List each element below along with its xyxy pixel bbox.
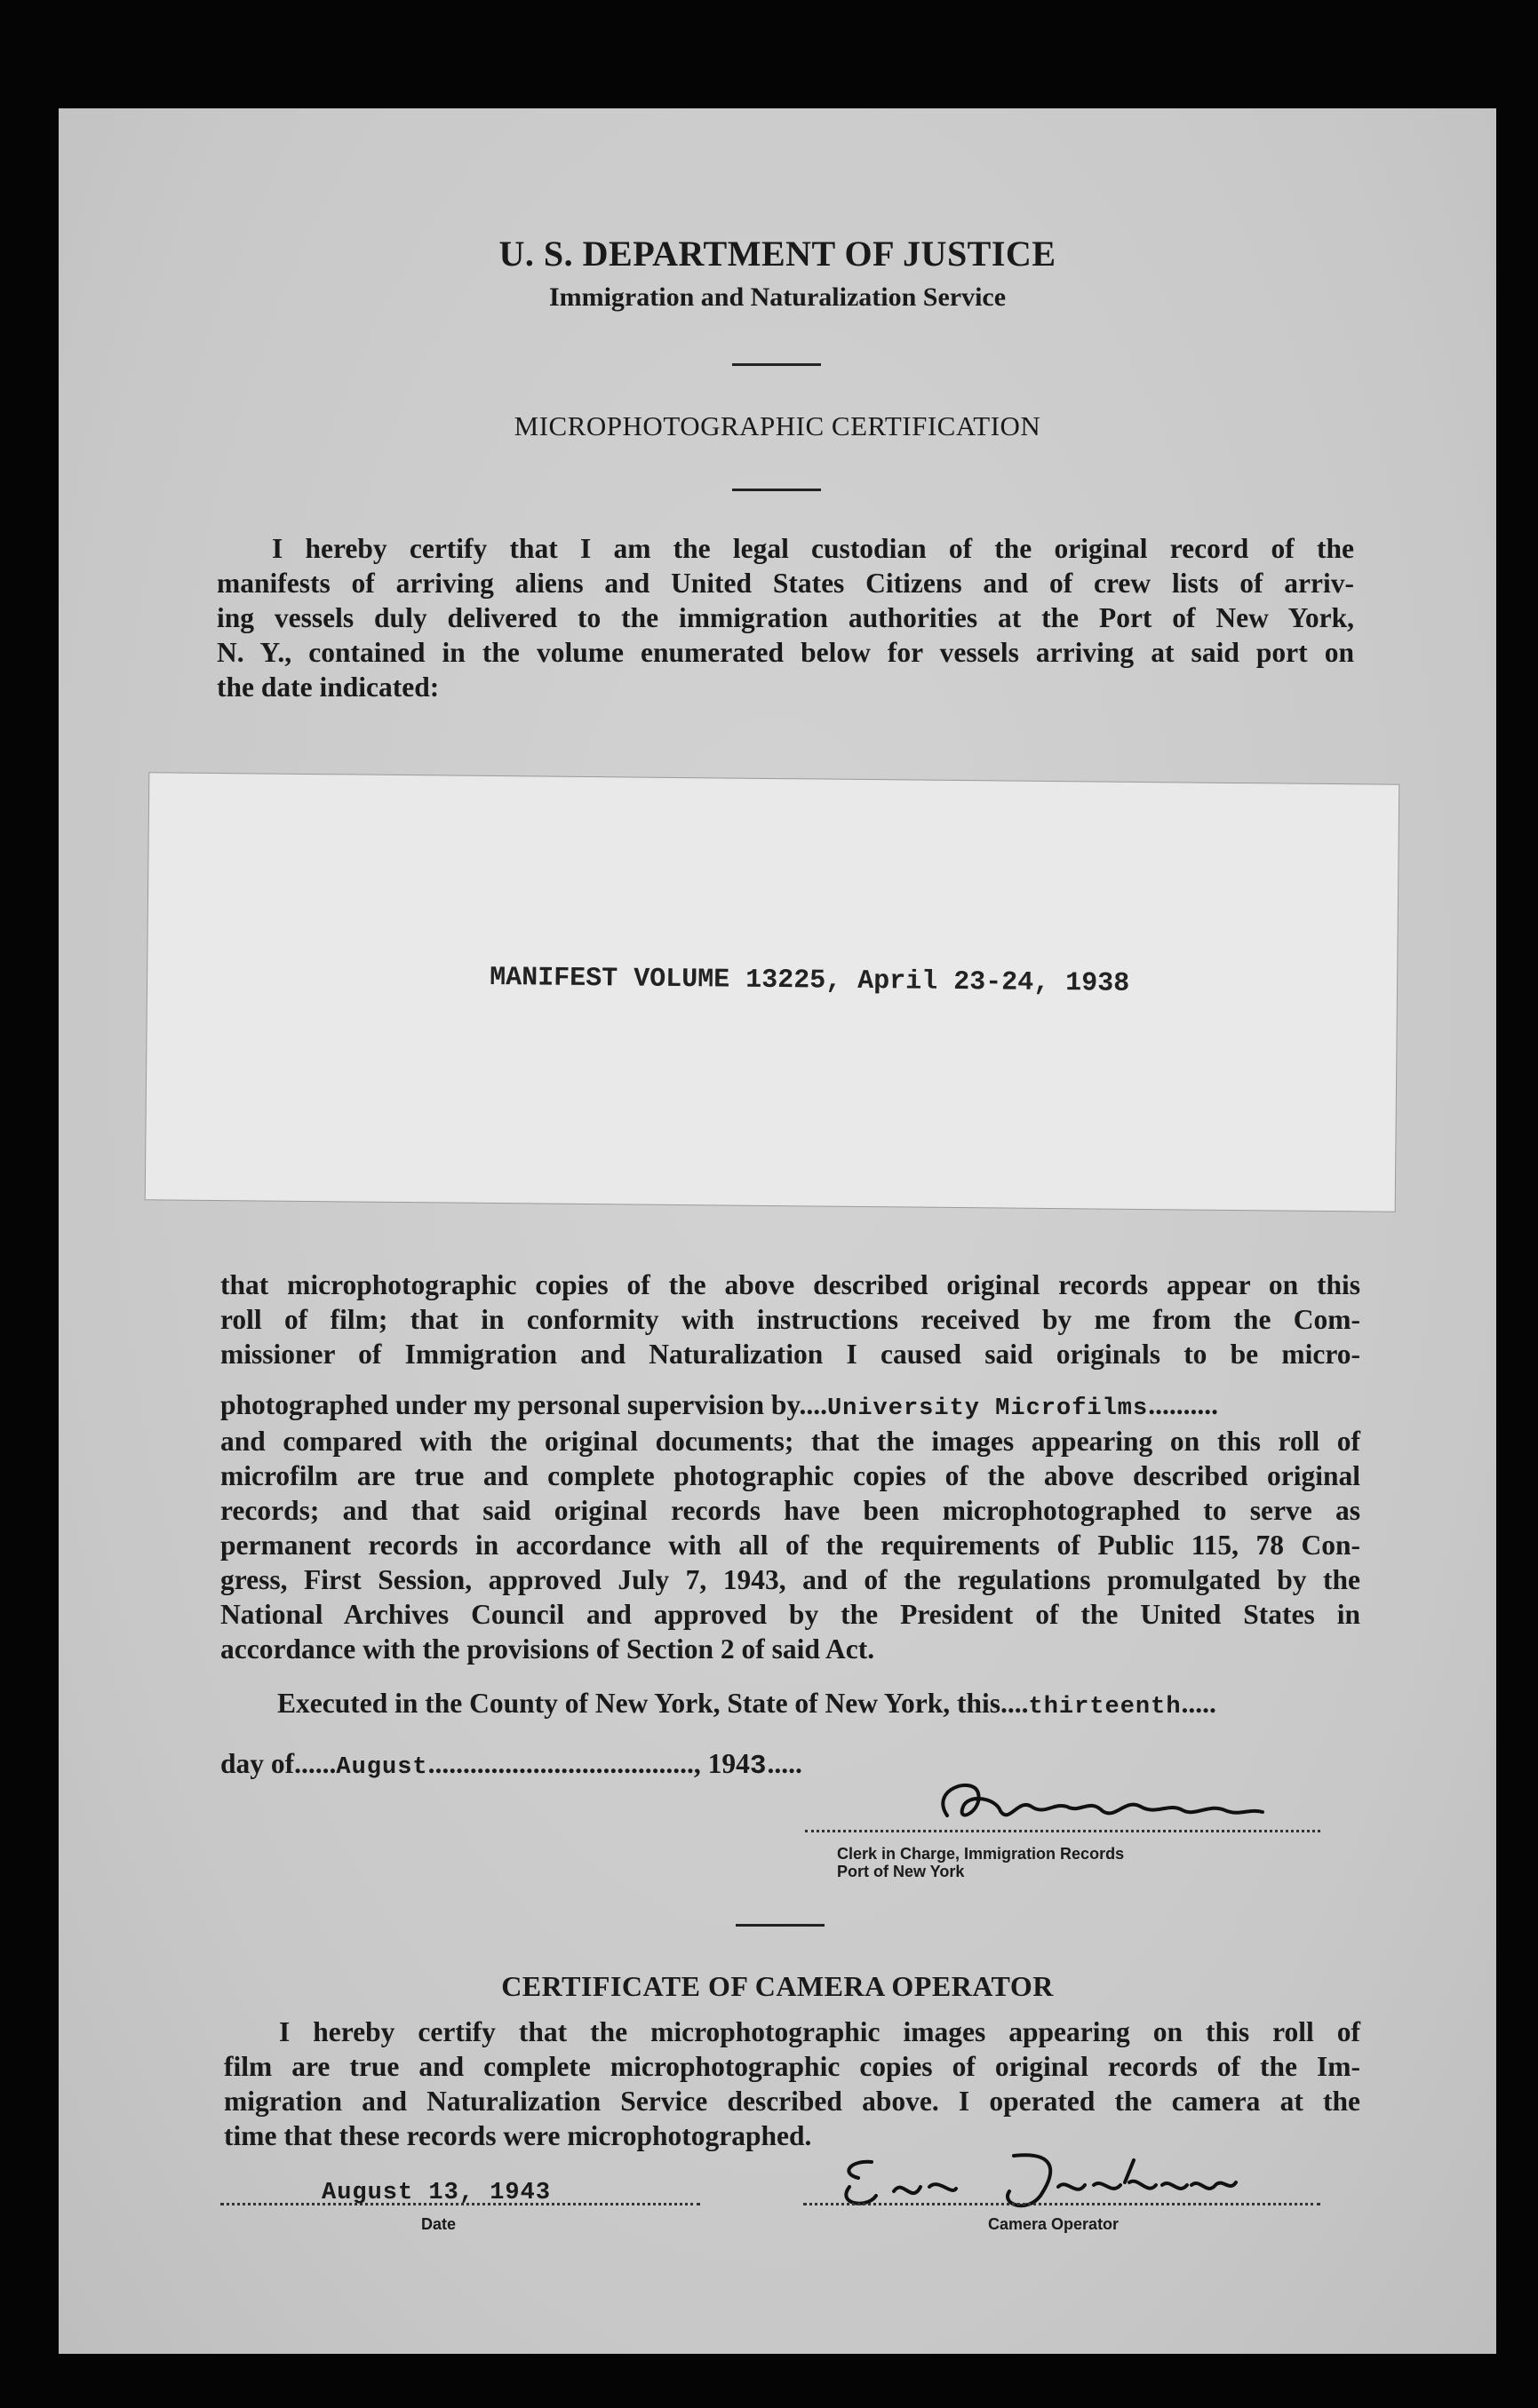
month-value: August (336, 1754, 428, 1781)
text-line: migration and Naturalization Service described above. I operated the camera at the (224, 2086, 1360, 2117)
service-subheading: Immigration and Naturalization Service (548, 282, 1007, 312)
text-line: I hereby certify that the microphotographic images appearing on this roll of (279, 2016, 1360, 2047)
photographed-prefix: photographed under my personal supervision by.... (220, 1389, 827, 1420)
operator-signature (832, 2142, 1240, 2222)
text-line: microfilm are true and complete photographic copies of the above described original (220, 1460, 1360, 1491)
text-line: National Archives Council and approved by the President of the United States in (220, 1599, 1360, 1630)
executed-line (277, 1688, 1216, 1721)
clerk-title (837, 1845, 1124, 1880)
text-line: permanent records in accordance with all of the requirements of Public 115, 78 Con- (220, 1530, 1360, 1561)
text-line: records; and that said original records have been microphotographed to serve as (220, 1495, 1360, 1526)
operator-signature-line (803, 2203, 1320, 2205)
divider (732, 363, 821, 366)
body-paragraph-a (220, 1268, 1360, 1371)
divider (736, 1924, 825, 1927)
divider (732, 489, 821, 491)
text-line: N. Y., contained in the volume enumerated below for vessels arriving at said port on (217, 637, 1354, 668)
certificate-sheet (59, 108, 1496, 2354)
clerk-title-line: Clerk in Charge, Immigration Records (837, 1845, 1125, 1863)
text-line: roll of film; that in conformity with instructions received by me from the Com- (220, 1304, 1360, 1335)
executed-day-value: thirteenth (1028, 1694, 1182, 1721)
text-line: that microphotographic copies of the above described original records appear on this (220, 1269, 1360, 1300)
day-prefix: day of...... (220, 1748, 337, 1779)
intro-paragraph (217, 531, 1354, 704)
manifest-volume: MANIFEST VOLUME 13225, April 23-24, 1938 (489, 962, 1130, 999)
photographed-by-line (220, 1389, 1218, 1422)
year-suffix: ..... (767, 1748, 802, 1779)
photographed-by-value: University Microfilms (826, 1395, 1149, 1422)
text-line: the date indicated: (217, 672, 440, 703)
agency-heading: U. S. DEPARTMENT OF JUSTICE (498, 234, 1056, 274)
executed-prefix: Executed in the County of New York, State of New York, this.... (277, 1688, 1029, 1719)
text-line: missioner of Immigration and Naturalization I caused said originals to be micro- (220, 1339, 1360, 1370)
date-value: August 13, 1943 (322, 2180, 552, 2206)
day-of-line (220, 1748, 802, 1782)
year-digit: 3 (749, 1751, 768, 1782)
executed-suffix: ..... (1181, 1688, 1216, 1719)
camera-operator-paragraph (224, 2015, 1360, 2153)
text-line: gress, First Session, approved July 7, 1943, and of the regulations promulgated by the (220, 1564, 1360, 1595)
text-line: film are true and complete microphotographic copies of original records of the Im- (224, 2051, 1360, 2082)
camera-operator-title: CERTIFICATE OF CAMERA OPERATOR (501, 1970, 1054, 2002)
volume-slip (146, 773, 1399, 1211)
date-label: Date (421, 2215, 457, 2233)
clerk-port-line: Port of New York (837, 1863, 965, 1880)
text-line: and compared with the original documents; that the images appearing on this roll of (220, 1426, 1360, 1457)
year-prefix: ......................................, 194 (427, 1748, 750, 1779)
camera-operator-label: Camera Operator (988, 2215, 1120, 2233)
photographed-suffix: .......... (1148, 1389, 1218, 1420)
clerk-signature-line (805, 1830, 1320, 1832)
body-paragraph-b (220, 1424, 1360, 1666)
text-line: accordance with the provisions of Section 2 of said Act. (220, 1633, 875, 1665)
text-line: I hereby certify that I am the legal custodian of the original record of the (272, 533, 1354, 564)
text-line: time that these records were microphotographed. (224, 2120, 812, 2151)
text-line: manifests of arriving aliens and United States Citizens and of crew lists of arriv- (217, 568, 1354, 599)
text-line: ing vessels duly delivered to the immigration authorities at the Port of New York, (217, 602, 1354, 633)
certification-title: MICROPHOTOGRAPHIC CERTIFICATION (514, 410, 1041, 441)
